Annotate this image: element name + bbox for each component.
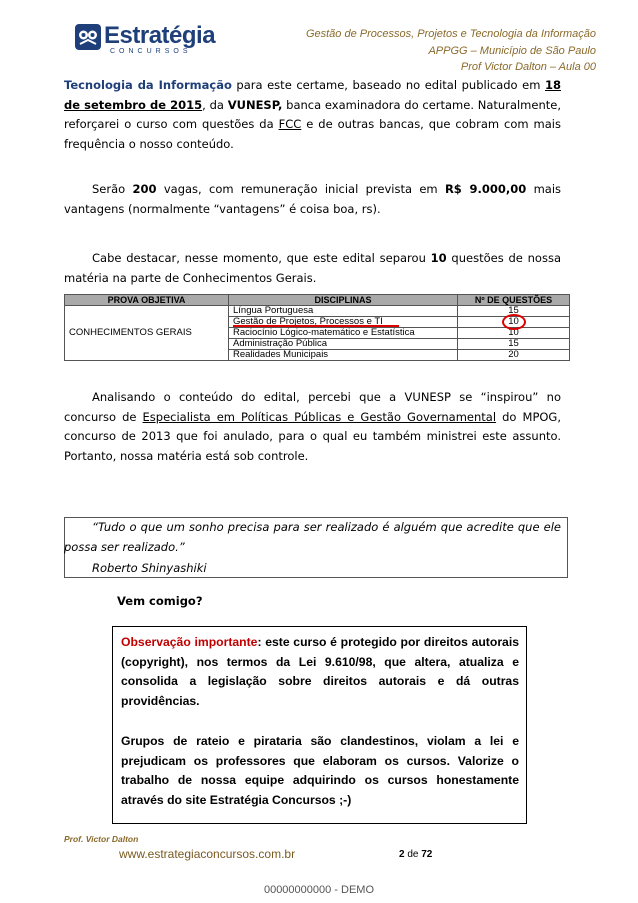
table-row — [65, 306, 570, 317]
page-header — [236, 26, 596, 76]
discipline-cell: Raciocínio Lógico-matemático e Estatística — [229, 328, 458, 339]
call-to-action: Vem comigo? — [117, 594, 203, 608]
discipline-cell: Língua Portuguesa — [229, 306, 458, 317]
logo-name: Estratégia — [104, 22, 216, 49]
footer-site-link[interactable]: www.estrategiaconcursos.com.br — [119, 847, 296, 861]
count-cell: 10 — [458, 328, 570, 339]
count-cell: 20 — [458, 350, 570, 361]
notice-paragraph-2: Grupos de rateio e pirataria são clandestinos, violam a lei e prejudicam os professores que elaboram os cursos. Valorize o trabalho de nossa equipe adquirindo os cursos honestamente através do site Estratégia Concursos ;-) — [121, 734, 519, 807]
logo — [75, 24, 101, 54]
header-lesson: Prof Victor Dalton – Aula 00 — [460, 61, 596, 73]
paragraph-analysis: Analisando o conteúdo do edital, percebi que a VUNESP se “inspirou” no concurso de Especialista em Políticas Públicas e Gestão Governamental do MPOG, concurso de 2013 que foi anulado, para o qual eu também ministrei este assunto. Portanto, nossa matéria está sob controle. — [64, 390, 562, 463]
count-cell: 15 — [458, 339, 570, 350]
logo-subtitle: CONCURSOS — [110, 48, 192, 55]
red-circle-mark — [502, 314, 526, 330]
exam-table — [64, 294, 570, 361]
notice-paragraph-1: Observação importante: este curso é protegido por direitos autorais (copyright), nos termos da Lei 9.610/98, que altera, atualiza e consolida a legislação sobre direitos autorais e dá outras providências. — [121, 635, 519, 708]
header-course: Gestão de Processos, Projetos e Tecnologia da Informação — [305, 28, 596, 40]
count-cell: 15 — [458, 306, 570, 317]
discipline-cell-highlighted: Gestão de Projetos, Processos e TI — [229, 317, 458, 328]
paragraph-intro: Tecnologia da Informação para este certame, baseado no edital publicado em 18 de setembro de 2015, da VUNESP, banca examinadora do certame. Naturalmente, reforçarei o curso com questões da FCC e de outras bancas, que cobram com mais frequência o nosso conteúdo. — [64, 78, 561, 151]
header-exam: APPGG – Município de São Paulo — [428, 44, 596, 57]
owl-logo-icon — [75, 24, 101, 50]
quote-author: Roberto Shinyashiki — [92, 561, 207, 575]
copyright-notice — [112, 626, 527, 824]
quote-text: “Tudo o que um sonho precisa para ser realizado é alguém que acredite que ele possa ser realizado.” — [64, 520, 561, 554]
paragraph-edital: Cabe destacar, nesse momento, que este edital separou 10 questões de nossa matéria na parte de Conhecimentos Gerais. — [64, 251, 561, 285]
col-header-count: Nº DE QUESTÕES — [458, 295, 570, 306]
notice-label: Observação importante — [121, 635, 258, 649]
demo-watermark: 00000000000 - DEMO — [263, 884, 375, 896]
count-cell-highlighted: 10 — [458, 317, 570, 328]
paragraph-vacancies: Serão 200 vagas, com remuneração inicial prevista em R$ 9.000,00 mais vantagens (normalmente “vantagens” é coisa boa, rs). — [64, 182, 562, 216]
exam-group: CONHECIMENTOS GERAIS — [65, 306, 229, 361]
discipline-cell: Administração Pública — [229, 339, 458, 350]
discipline-cell: Realidades Municipais — [229, 350, 458, 361]
col-header-disciplines: DISCIPLINAS — [229, 295, 458, 306]
footer-author: Prof. Victor Dalton — [64, 834, 139, 844]
page-number: 2 de 72 — [399, 849, 433, 860]
red-underline-mark — [233, 325, 399, 327]
col-header-exam: PROVA OBJETIVA — [65, 295, 229, 306]
table-header-row — [65, 295, 570, 306]
